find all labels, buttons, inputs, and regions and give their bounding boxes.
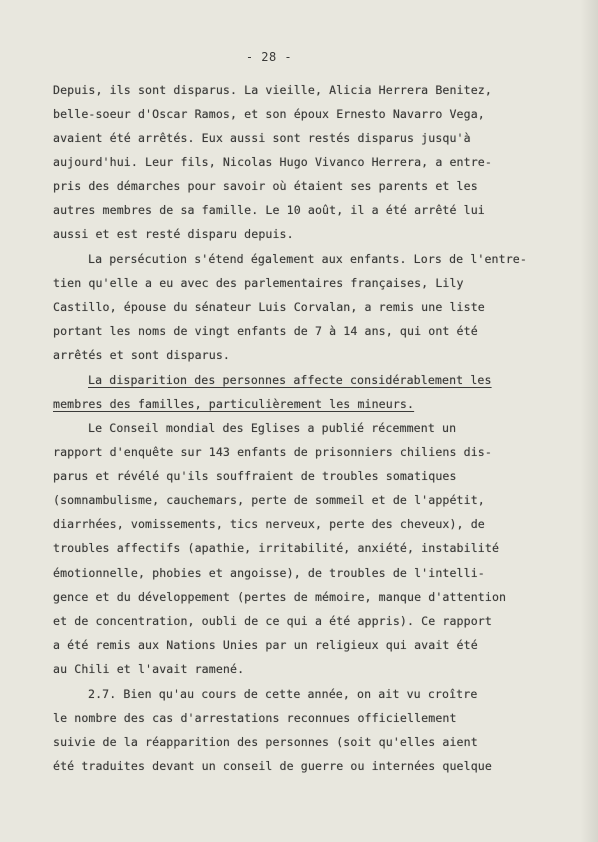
text-line: et de concentration, oubli de ce qui a été appris). Ce rapport (53, 614, 492, 628)
text-line: arrêtés et sont disparus. (53, 348, 231, 362)
underlined-heading-line: La disparition des personnes affecte considérablement les (88, 373, 492, 387)
text-line: rapport d'enquête sur 143 enfants de prisonniers chiliens dis- (53, 445, 492, 459)
text-line: pris des démarches pour savoir où étaient ses parents et les (53, 179, 478, 193)
text-line: aujourd'hui. Leur fils, Nicolas Hugo Vivanco Herrera, a entre- (53, 155, 492, 169)
text-line: Castillo, épouse du sénateur Luis Corvalan, a remis une liste (53, 300, 485, 314)
text-line: émotionnelle, phobies et angoisse), de troubles de l'intelli- (53, 566, 485, 580)
text-line: a été remis aux Nations Unies par un religieux qui avait été (53, 638, 478, 652)
text-line: Le Conseil mondial des Eglises a publié récemment un (88, 421, 457, 435)
text-line: 2.7. Bien qu'au cours de cette année, on ait vu croître (88, 687, 478, 701)
text-line: parus et révélé qu'ils souffraient de troubles somatiques (53, 469, 457, 483)
text-line: diarrhées, vomissements, tics nerveux, perte des cheveux), de (53, 517, 485, 531)
text-line: aussi et est resté disparu depuis. (53, 227, 294, 241)
text-line: été traduites devant un conseil de guerre ou internées quelque (53, 759, 492, 773)
text-line: Depuis, ils sont disparus. La vieille, Alicia Herrera Benitez, (53, 83, 492, 97)
text-line: portant les noms de vingt enfants de 7 à 14 ans, qui ont été (53, 324, 478, 338)
text-line: au Chili et l'avait ramené. (53, 662, 245, 676)
text-line: gence et du développement (pertes de mémoire, manque d'attention (53, 590, 507, 604)
page-number: - 28 - (245, 50, 293, 64)
text-line: troubles affectifs (apathie, irritabilité, anxiété, instabilité (53, 541, 500, 555)
text-line: autres membres de sa famille. Le 10 août, il a été arrêté lui (53, 203, 485, 217)
text-line: suivie de la réapparition des personnes (soit qu'elles aient (53, 735, 478, 749)
page-edge-shadow (580, 0, 598, 842)
text-line: avaient été arrêtés. Eux aussi sont restés disparus jusqu'à (53, 131, 471, 145)
text-line: La persécution s'étend également aux enfants. Lors de l'entre- (88, 252, 527, 266)
text-line: tien qu'elle a eu avec des parlementaires françaises, Lily (53, 276, 464, 290)
text-line: belle-soeur d'Oscar Ramos, et son époux Ernesto Navarro Vega, (53, 107, 485, 121)
text-line: le nombre des cas d'arrestations reconnues officiellement (53, 711, 457, 725)
text-line: (somnambulisme, cauchemars, perte de sommeil et de l'appétit, (53, 493, 485, 507)
underlined-heading-line: membres des familles, particulièrement les mineurs. (53, 397, 415, 411)
